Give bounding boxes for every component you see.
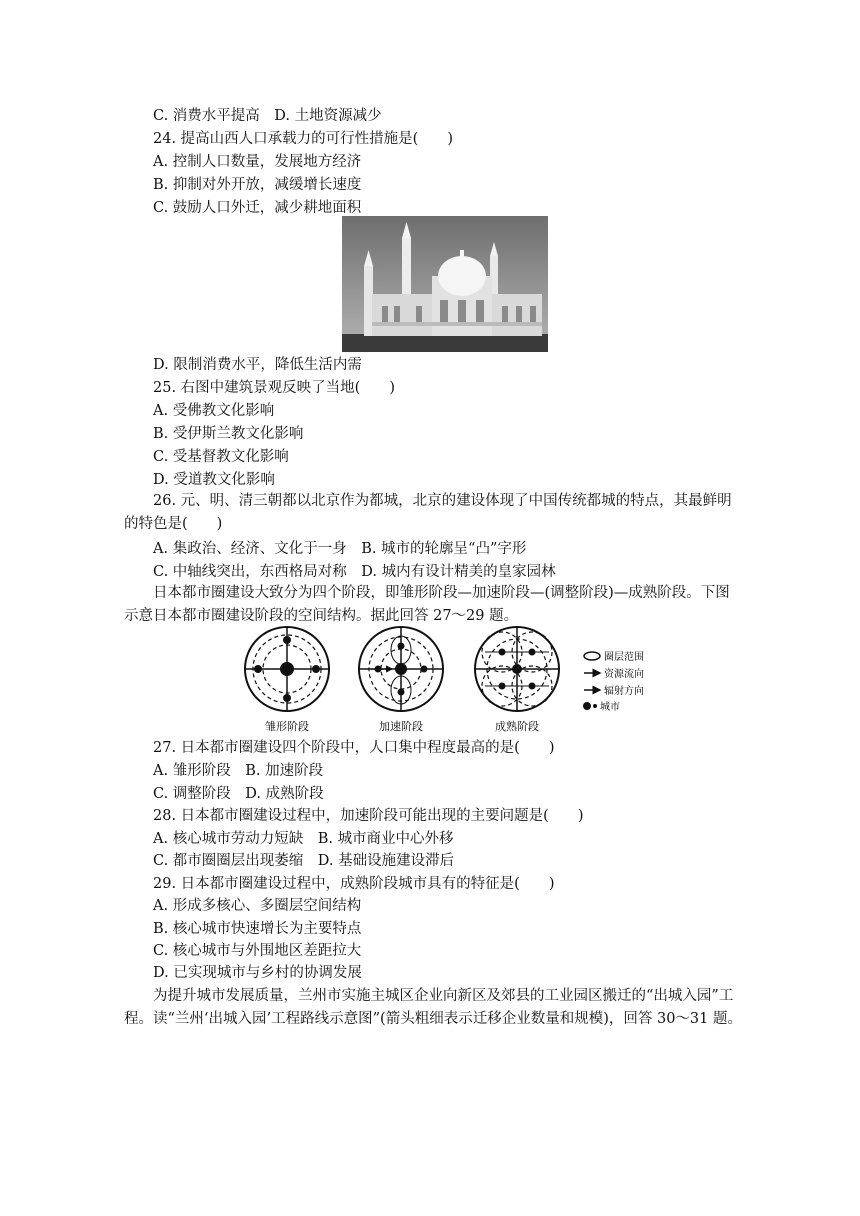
legend-city: 城市 (600, 702, 620, 713)
q24-option-c: C. 鼓励人口外迁，减少耕地面积 (153, 200, 362, 216)
q24-option-d: D. 限制消费水平，降低生活内需 (153, 357, 362, 373)
stage-3-diagram (475, 627, 559, 711)
q24-stem: 24. 提高山西人口承载力的可行性措施是( ) (153, 131, 453, 147)
q23-options-cd: C. 消费水平提高 D. 土地资源减少 (153, 108, 382, 124)
q26-stem: 26. 元、明、清三朝都以北京作为都城，北京的建设体现了中国传统都城的特点，其最鲜明的特色是( ) (124, 493, 732, 532)
q26-options-cd: C. 中轴线突出，东西格局对称 D. 城内有设计精美的皇家园林 (153, 564, 556, 580)
metropolitan-stages-figure (240, 622, 660, 738)
stage-2-diagram (359, 627, 443, 711)
q28-options-cd: C. 都市圈圈层出现萎缩 D. 基础设施建设滞后 (153, 853, 455, 869)
q26-options-ab: A. 集政治、经济、文化于一身 B. 城市的轮廓呈“凸”字形 (153, 541, 527, 557)
stage-1-diagram (245, 627, 329, 711)
q27-options-ab: A. 雏形阶段 B. 加速阶段 (153, 763, 324, 779)
q27-options-cd: C. 调整阶段 D. 成熟阶段 (153, 786, 324, 802)
q25-option-d: D. 受道教文化影响 (153, 472, 275, 488)
stage-label-2: 加速阶段 (379, 720, 423, 733)
q25-option-b: B. 受伊斯兰教文化影响 (153, 426, 304, 442)
q25-option-a: A. 受佛教文化影响 (153, 403, 275, 419)
stage-label-3: 成熟阶段 (495, 720, 539, 733)
q29-option-d: D. 已实现城市与乡村的协调发展 (153, 965, 362, 981)
q29-option-a: A. 形成多核心、多圈层空间结构 (153, 898, 362, 914)
figure-legend (583, 650, 644, 713)
mosque-photo (342, 216, 548, 352)
q25-stem: 25. 右图中建筑景观反映了当地( ) (153, 380, 395, 396)
intro-30-31: 为提升城市发展质量，兰州市实施主城区企业向新区及郊县的工业园区搬迁的“出城入园”工程。读“兰州‘出城入园’工程路线示意图”(箭头粗细表示迁移企业数量和规模)，回答 30～31 题。 (124, 988, 742, 1027)
q29-stem: 29. 日本都市圈建设过程中，成熟阶段城市具有的特征是( ) (153, 876, 555, 892)
q28-stem: 28. 日本都市圈建设过程中，加速阶段可能出现的主要问题是( ) (153, 808, 584, 824)
q28-options-ab: A. 核心城市劳动力短缺 B. 城市商业中心外移 (153, 831, 454, 847)
q27-stem: 27. 日本都市圈建设四个阶段中，人口集中程度最高的是( ) (153, 740, 555, 756)
q25-option-c: C. 受基督教文化影响 (153, 449, 289, 465)
legend-circle-range: 圈层范围 (604, 652, 644, 663)
stage-label-1: 雏形阶段 (265, 720, 309, 733)
q29-option-c: C. 核心城市与外围地区差距拉大 (153, 943, 362, 959)
legend-resource-flow: 资源流向 (604, 669, 644, 680)
q24-option-a: A. 控制人口数量，发展地方经济 (153, 154, 362, 170)
legend-radiation: 辐射方向 (604, 686, 644, 697)
q24-option-b: B. 抑制对外开放，减缓增长速度 (153, 177, 362, 193)
intro-27-29: 日本都市圈建设大致分为四个阶段，即雏形阶段—加速阶段—(调整阶段)—成熟阶段。下图示意日本都市圈建设阶段的空间结构。据此回答 27～29 题。 (124, 585, 730, 624)
q29-option-b: B. 核心城市快速增长为主要特点 (153, 921, 362, 937)
